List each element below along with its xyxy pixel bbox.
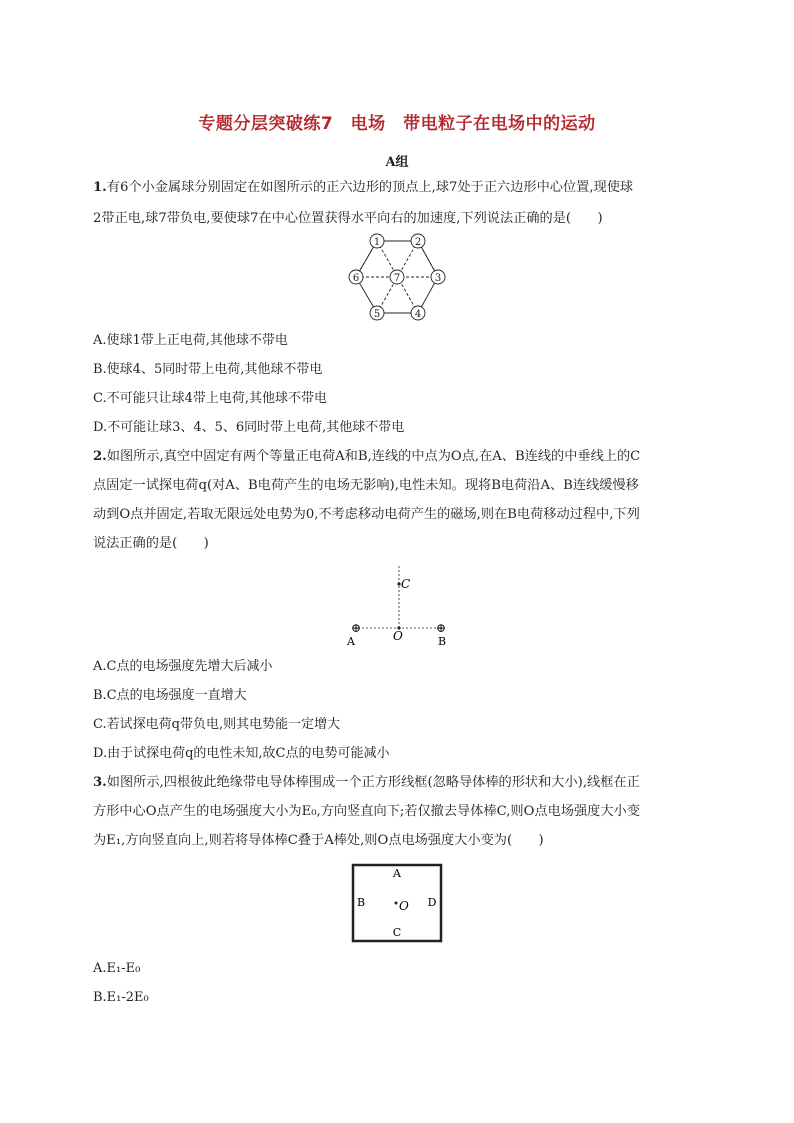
- ball-label-6: 6: [352, 273, 360, 284]
- q2-text-3: 动到O点并固定,若取无限远处电势为0,不考虑移动电荷产生的磁场,则在B电荷移动过程中,下列: [93, 507, 640, 522]
- ball-label-7: 7: [393, 273, 401, 284]
- label-c: C: [401, 577, 411, 591]
- q3-text-1: 如图所示,四根彼此绝缘带电导体棒围成一个正方形线框(忽略导体棒的形状和大小),线框在正: [106, 775, 640, 790]
- q2-text-4: 说法正确的是( ): [93, 536, 209, 551]
- q1-option-d: D.不可能让球3、4、5、6同时带上电荷,其他球不带电: [93, 420, 405, 435]
- q1-option-b: B.使球4、5同时带上电荷,其他球不带电: [93, 362, 323, 377]
- q1-line-1: [93, 179, 703, 197]
- group-label: A组: [385, 155, 409, 170]
- q2-line-1: [93, 448, 703, 466]
- ball-label-1: 1: [373, 237, 381, 248]
- q3-line-1: [93, 774, 703, 792]
- rod-label-c: C: [392, 926, 402, 939]
- q3-text-2: 方形中心O点产生的电场强度大小为E₀,方向竖直向下;若仅撤去导体棒C,则O点电场强度大小变: [93, 804, 640, 819]
- q2-option-d: D.由于试探电荷q的电性未知,故C点的电势可能减小: [93, 746, 390, 761]
- q1-option-c: C.不可能只让球4带上电荷,其他球不带电: [93, 391, 328, 406]
- charges-figure: [340, 562, 458, 648]
- q2-option-a: A.C点的电场强度先增大后减小: [93, 659, 273, 674]
- hexagon-figure: [340, 228, 458, 324]
- q3-text-3: 为E₁,方向竖直向上,则若将导体棒C叠于A棒处,则O点电场强度大小变为( ): [93, 833, 544, 848]
- q3-number: 3.: [93, 775, 107, 790]
- center-label-o: O: [399, 899, 409, 913]
- rod-label-a: A: [393, 867, 401, 880]
- charge-a-symbol: ⊕: [351, 621, 362, 635]
- ball-label-2: 2: [414, 237, 422, 248]
- q1-text-2: 2带正电,球7带负电,要使球7在中心位置获得水平向右的加速度,下列说法正确的是( ): [93, 211, 603, 226]
- q2-option-b: B.C点的电场强度一直增大: [93, 688, 247, 703]
- rod-label-d: D: [427, 896, 437, 909]
- label-o: O: [393, 629, 403, 643]
- q2-number: 2.: [93, 449, 107, 464]
- ball-label-3: 3: [434, 273, 442, 284]
- q1-number: 1.: [93, 180, 107, 195]
- q3-option-b: B.E₁-2E₀: [93, 990, 149, 1005]
- rod-label-b: B: [356, 896, 366, 909]
- ball-label-4: 4: [414, 309, 422, 320]
- charge-b-symbol: ⊕: [436, 621, 447, 635]
- label-b: B: [438, 635, 447, 648]
- q2-text-2: 点固定一试探电荷q(对A、B电荷产生的电场无影响),电性未知。现将B电荷沿A、B连线缓慢移: [93, 478, 639, 493]
- square-frame-figure: [350, 862, 444, 944]
- q1-option-a: A.使球1带上正电荷,其他球不带电: [93, 333, 288, 348]
- ball-label-5: 5: [373, 309, 381, 320]
- q1-text-1: 有6个小金属球分别固定在如图所示的正六边形的顶点上,球7处于正六边形中心位置,现使球: [106, 180, 634, 195]
- page-title: 专题分层突破练7 电场 带电粒子在电场中的运动: [198, 114, 596, 134]
- q3-option-a: A.E₁-E₀: [93, 961, 141, 976]
- q2-option-c: C.若试探电荷q带负电,则其电势能一定增大: [93, 717, 341, 732]
- q2-text-1: 如图所示,真空中固定有两个等量正电荷A和B,连线的中点为O点,在A、B连线的中垂线上的C: [106, 449, 641, 464]
- center-point-dot: [395, 902, 398, 905]
- label-a: A: [347, 635, 355, 648]
